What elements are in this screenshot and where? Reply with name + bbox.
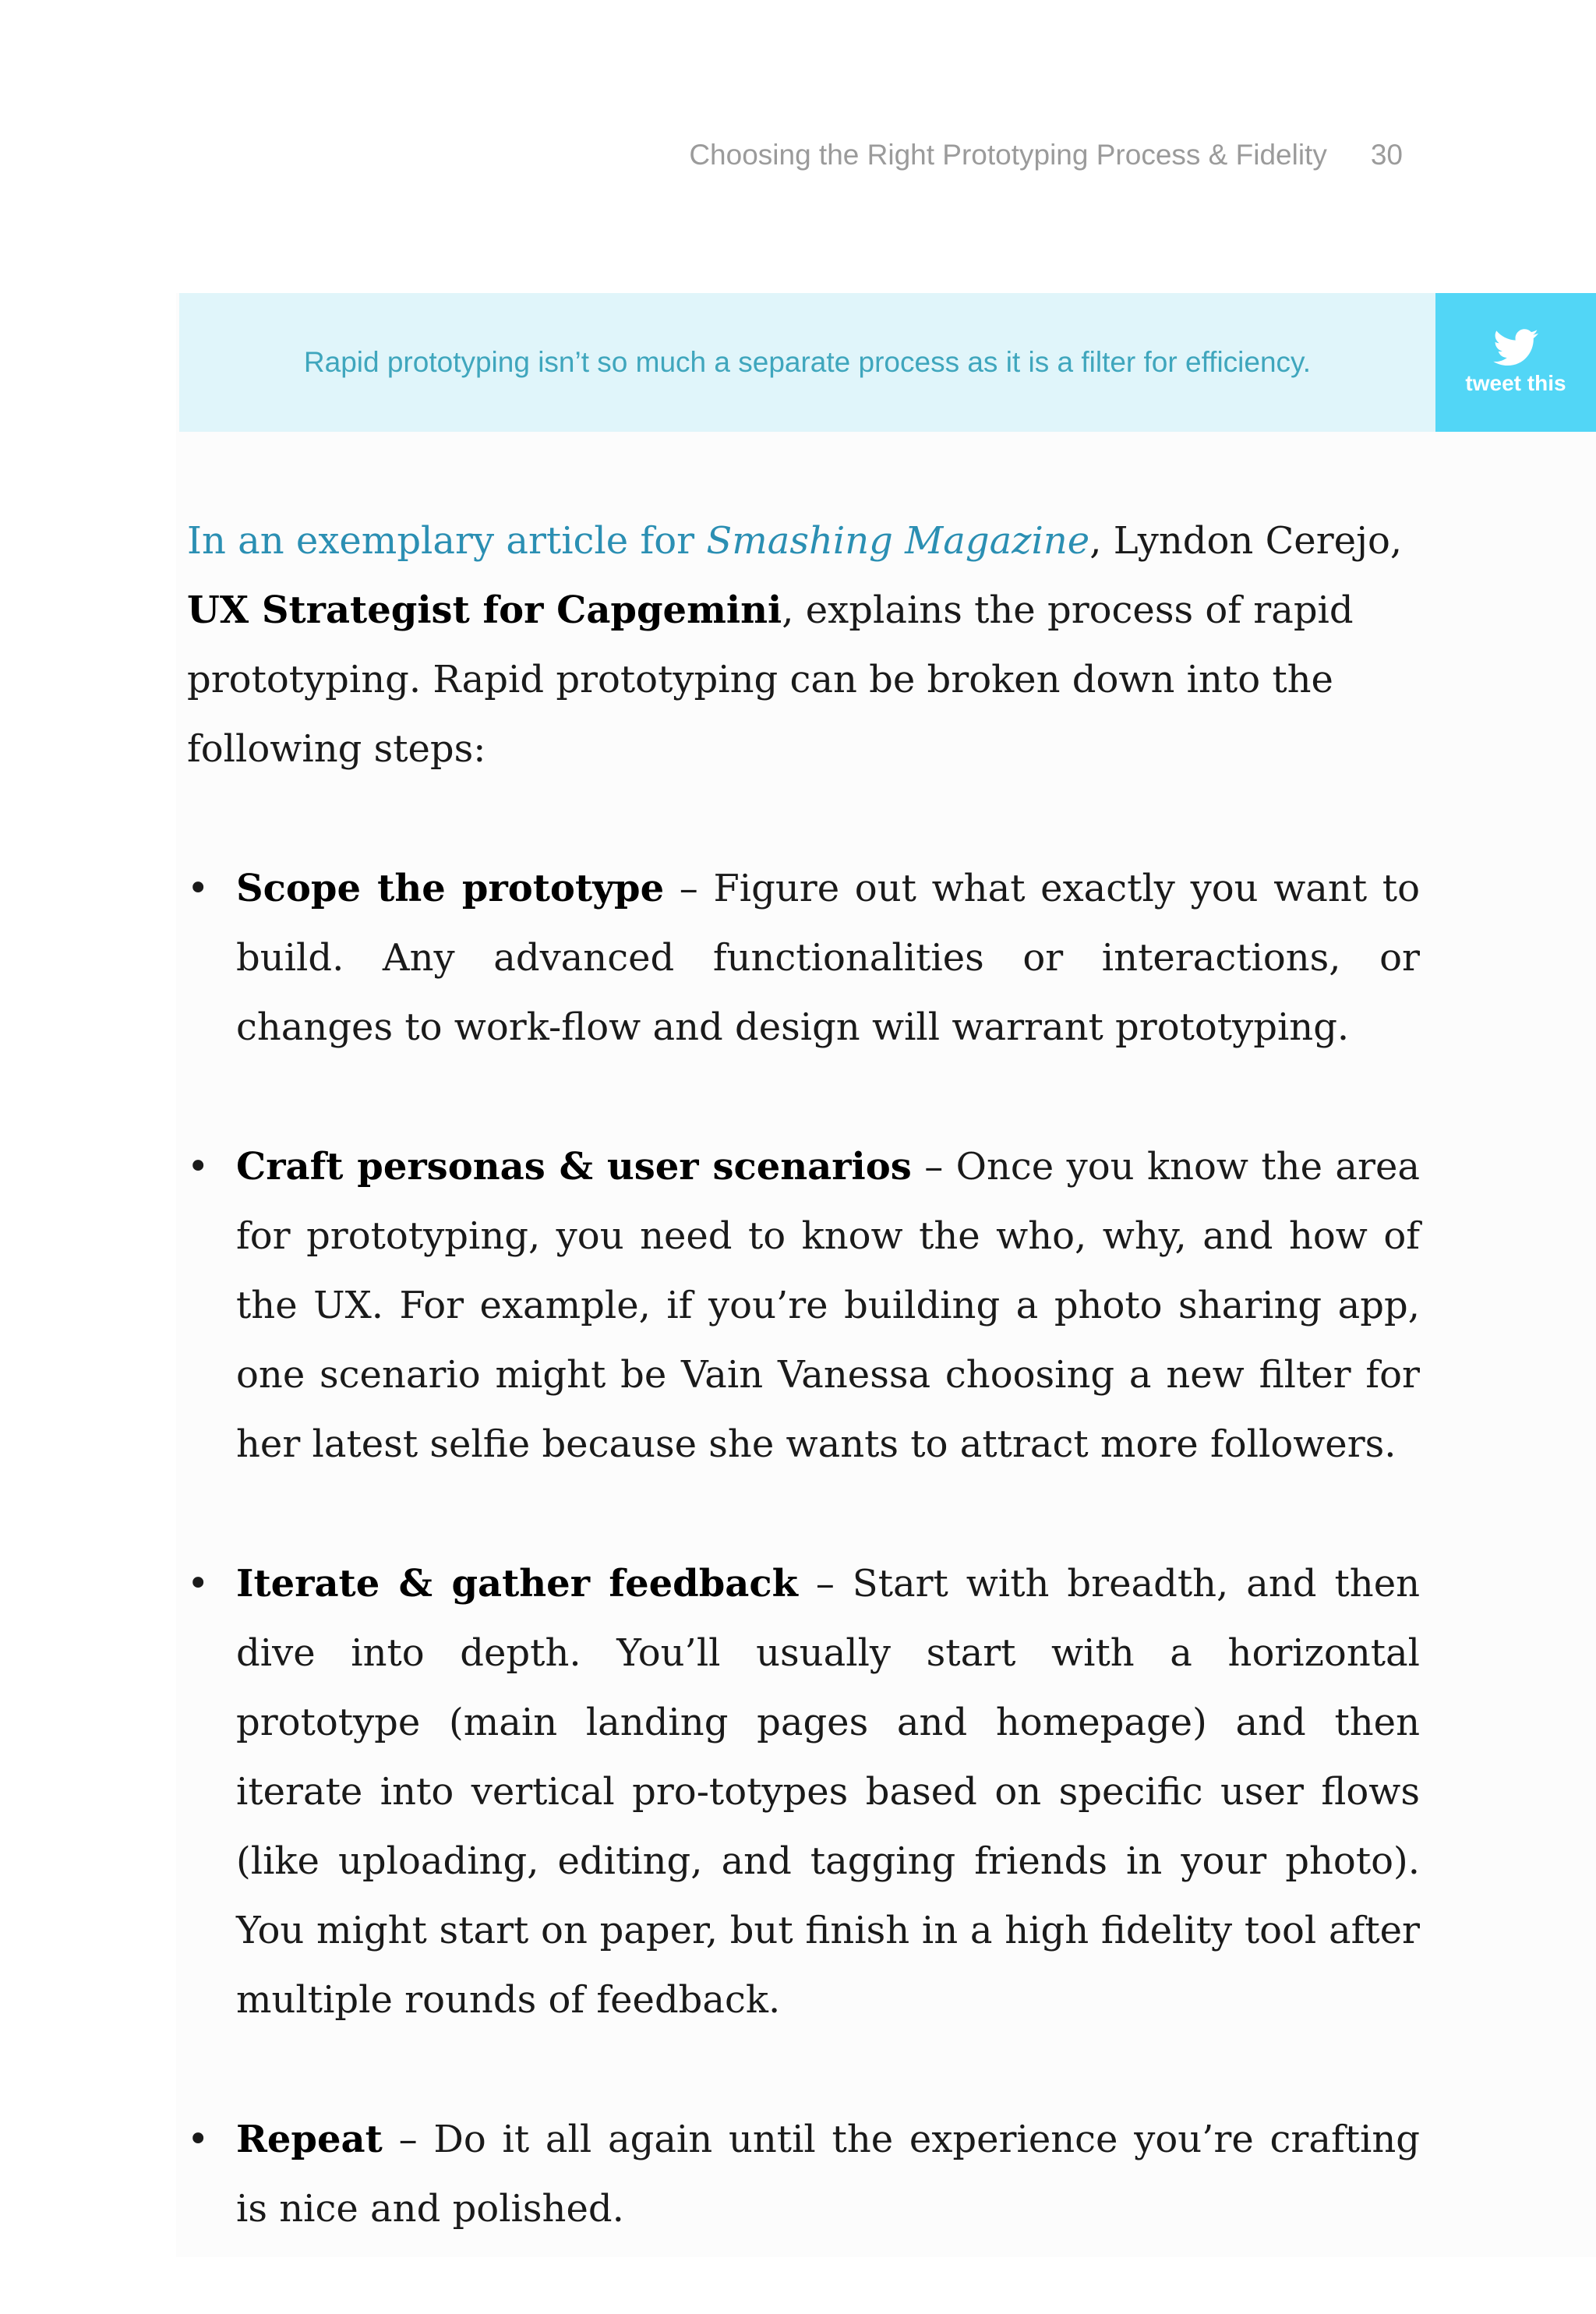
step-text: – Start with breadth, and then dive into depth. You’ll usually start with a horizontal prototype (main landing pages and homepage) and then iterate into vertical pro-totypes based on specific user flows (like uploading, editing, and tagging friends in your photo). You might start on paper, but finish in a high fidelity tool after multiple rounds of feedback. <box>236 1562 1421 2022</box>
tweet-this-button[interactable] <box>1435 293 1596 432</box>
bullet: • <box>187 867 210 910</box>
list-item <box>187 1549 1420 2035</box>
pull-quote <box>179 293 1435 432</box>
page-number: 30 <box>1370 139 1403 171</box>
tweet-label: tweet this <box>1465 371 1566 395</box>
role-title: UX Strategist for Capgemini <box>187 588 782 632</box>
twitter-bird-icon <box>1493 329 1538 366</box>
step-title: Craft personas & user scenarios <box>236 1145 912 1189</box>
list-item <box>187 1132 1420 1479</box>
bullet: • <box>187 1562 210 1606</box>
step-text: – Do it all again until the experience you’re crafting is nice and polished. <box>236 2118 1420 2231</box>
smashing-magazine-link[interactable]: In an exemplary article for Smashing Magazine <box>187 519 1090 563</box>
step-title: Repeat <box>236 2118 383 2161</box>
list-item <box>187 854 1420 1062</box>
list-item <box>187 2105 1420 2244</box>
intro-paragraph: In an exemplary article for Smashing Magazine, Lyndon Cerejo, UX Strategist for Capgemini, explains the process of rapid prototyping. Rapid prototyping can be broken down into the following steps: <box>187 519 1403 771</box>
bullet: • <box>187 2118 210 2161</box>
chapter-title: Choosing the Right Prototyping Process & Fidelity <box>689 139 1327 171</box>
magazine-name: Smashing Magazine <box>706 519 1090 563</box>
step-title: Scope the prototype <box>236 867 665 910</box>
page-header <box>689 139 1403 171</box>
step-title: Iterate & gather feedback <box>236 1562 798 1606</box>
article-body <box>187 507 1420 2314</box>
steps-list <box>187 854 1420 2244</box>
step-text: – Once you know the area for prototyping, you need to know the who, why, and how of the UX. For example, if you’re building a photo sharing app, one scenario might be Vain Vanessa choosing a new filter for her latest selfie because she wants to attract more followers. <box>236 1145 1420 1466</box>
bullet: • <box>187 1145 210 1189</box>
pull-quote-text: Rapid prototyping isn’t so much a separate process as it is a filter for efficiency. <box>303 346 1312 378</box>
step-text: – Figure out what exactly you want to build. Any advanced functionalities or interactions, or changes to work-flow and design will warrant prototyping. <box>236 867 1420 1049</box>
